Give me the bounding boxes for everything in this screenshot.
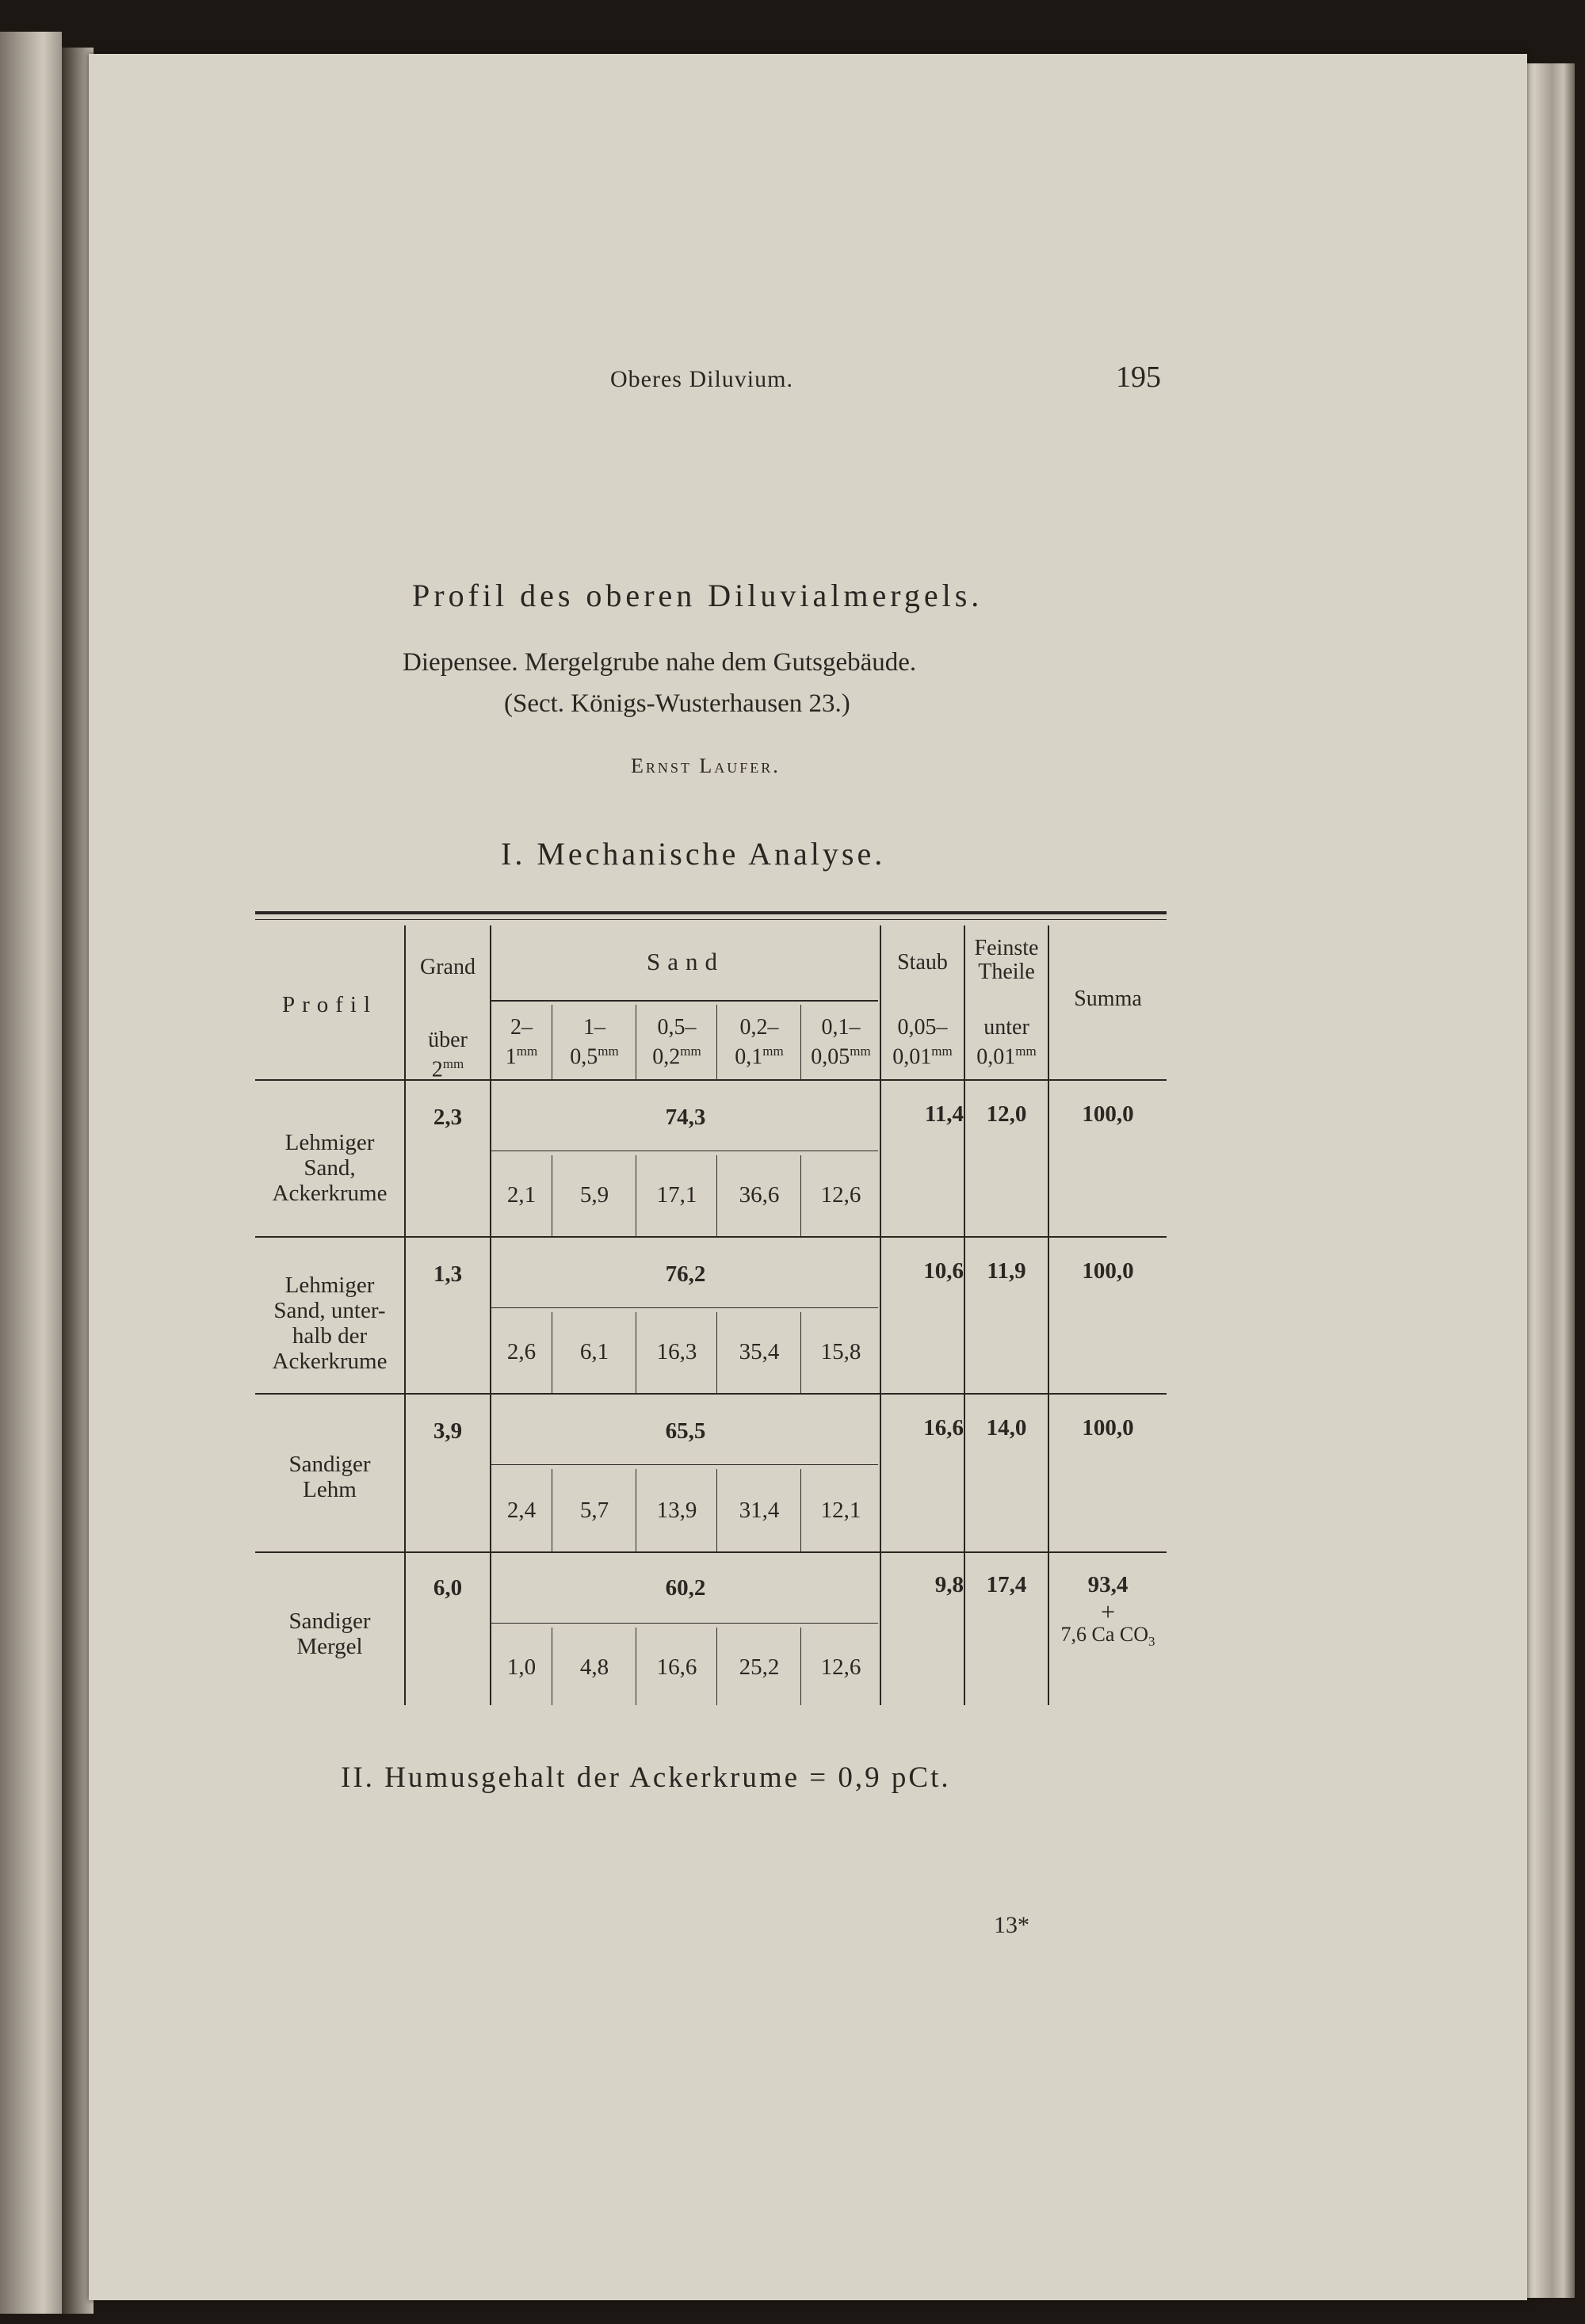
summa-carbonate: 7,6 Ca $CO_3$ xyxy=(1060,1623,1155,1650)
header-sand-fraction-4: 0,2– $0,1^{mm}$ xyxy=(735,1015,784,1070)
sand-fraction-value: 2,6 xyxy=(506,1339,537,1364)
summa-value: 100,0 xyxy=(1082,1101,1134,1127)
analysis-table xyxy=(255,911,1167,1705)
sand-fraction-value: 13,9 xyxy=(656,1498,697,1523)
sand-fraction-value: 4,8 xyxy=(579,1654,609,1680)
sand-fraction-value: 12,6 xyxy=(820,1654,861,1680)
feinste-value: 14,0 xyxy=(986,1415,1027,1441)
staub-value: 16,6 xyxy=(923,1415,964,1441)
sand-total: 74,3 xyxy=(665,1105,706,1130)
grand-value: 3,9 xyxy=(433,1418,463,1444)
grand-value: 6,0 xyxy=(433,1575,463,1601)
location-line: Diepensee. Mergelgrube nahe dem Gutsgebäude. xyxy=(403,648,917,677)
page-number: 195 xyxy=(1116,361,1161,394)
staub-value: 10,6 xyxy=(923,1258,964,1284)
sand-fraction-value: 2,4 xyxy=(506,1498,537,1523)
summa-value: 100,0 xyxy=(1082,1258,1134,1284)
staub-value: 9,8 xyxy=(934,1572,964,1597)
page-title: Profil des oberen Diluvialmergels. xyxy=(412,578,983,613)
header-feinste: Feinste Theile xyxy=(974,936,1039,984)
header-sand-fraction-1: 2– $1^{mm}$ xyxy=(505,1015,538,1070)
sand-fraction-value: 5,9 xyxy=(579,1182,609,1208)
sand-total: 76,2 xyxy=(665,1261,706,1287)
header-feinste-sub: unter $0,01^{mm}$ xyxy=(976,1015,1037,1070)
header-grand: Grand xyxy=(420,955,476,979)
staub-value: 11,4 xyxy=(924,1101,964,1127)
sand-fraction-value: 1,0 xyxy=(506,1654,537,1680)
row-label-4: Sandiger Mergel xyxy=(288,1608,371,1659)
row-label-2: Lehmiger Sand, unter- halb der Ackerkrume xyxy=(272,1273,388,1374)
header-grand-sub: über $2^{mm}$ xyxy=(428,1028,468,1082)
running-title: Oberes Diluvium. xyxy=(610,366,793,392)
summa-value: 93,4 xyxy=(1087,1572,1129,1597)
summa-value: 100,0 xyxy=(1082,1415,1134,1441)
header-profil: Profil xyxy=(281,992,378,1017)
header-sand-fraction-3: 0,5– $0,2^{mm}$ xyxy=(652,1015,701,1070)
sand-fraction-value: 12,1 xyxy=(820,1498,861,1523)
sand-fraction-value: 36,6 xyxy=(739,1182,780,1208)
grand-value: 2,3 xyxy=(433,1105,463,1130)
summa-plus: + xyxy=(1100,1597,1116,1626)
sand-total: 65,5 xyxy=(665,1418,706,1444)
sand-fraction-value: 35,4 xyxy=(739,1339,780,1364)
section-heading-mechanical: I. Mechanische Analyse. xyxy=(501,836,886,872)
sand-fraction-value: 31,4 xyxy=(739,1498,780,1523)
section-sheet-line: (Sect. Königs-Wusterhausen 23.) xyxy=(504,689,850,718)
sand-fraction-value: 17,1 xyxy=(656,1182,697,1208)
sand-fraction-value: 16,6 xyxy=(656,1654,697,1680)
header-summa: Summa xyxy=(1074,986,1142,1011)
previous-page-edge xyxy=(0,32,62,2314)
signature-mark: 13* xyxy=(994,1912,1029,1938)
sand-fraction-value: 12,6 xyxy=(820,1182,861,1208)
header-staub: Staub xyxy=(897,950,948,975)
author: Ernst Laufer. xyxy=(631,754,781,777)
sand-fraction-value: 2,1 xyxy=(506,1182,537,1208)
sand-fraction-value: 6,1 xyxy=(579,1339,609,1364)
sand-total: 60,2 xyxy=(665,1575,706,1601)
header-staub-sub: 0,05– $0,01^{mm}$ xyxy=(892,1015,953,1070)
row-label-1: Lehmiger Sand, Ackerkrume xyxy=(272,1130,388,1206)
section-heading-humus: II. Humusgehalt der Ackerkrume = 0,9 pCt. xyxy=(341,1761,951,1794)
feinste-value: 12,0 xyxy=(986,1101,1027,1127)
sand-fraction-value: 5,7 xyxy=(579,1498,609,1523)
sand-fraction-value: 16,3 xyxy=(656,1339,697,1364)
header-sand-fraction-2: 1– $0,5^{mm}$ xyxy=(570,1015,619,1070)
sand-fraction-value: 25,2 xyxy=(739,1654,780,1680)
grand-value: 1,3 xyxy=(433,1261,463,1287)
feinste-value: 11,9 xyxy=(987,1258,1026,1284)
sand-fraction-value: 15,8 xyxy=(820,1339,861,1364)
header-sand-fraction-5: 0,1– $0,05^{mm}$ xyxy=(811,1015,871,1070)
row-label-3: Sandiger Lehm xyxy=(288,1452,371,1502)
feinste-value: 17,4 xyxy=(986,1572,1027,1597)
header-sand: Sand xyxy=(647,948,724,975)
